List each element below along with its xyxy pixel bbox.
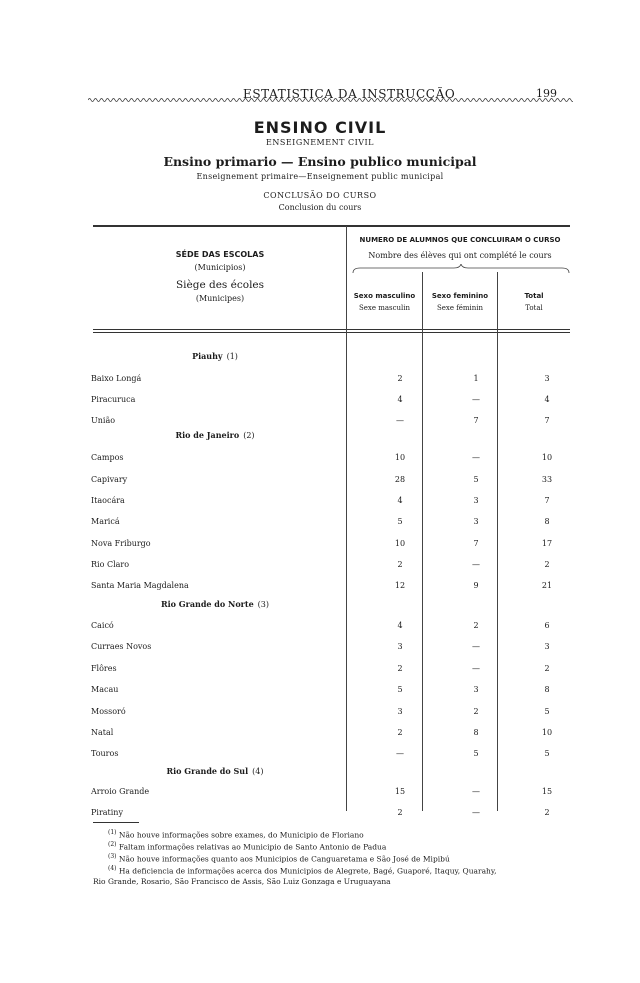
cell-male: 12 — [394, 581, 406, 590]
cell-total: 6 — [544, 621, 550, 630]
row-municipality: Maricá — [91, 517, 120, 526]
col-seat-pt: SÉDE DAS ESCOLAS — [175, 250, 265, 259]
row-municipality: Rio Claro — [91, 560, 130, 569]
page-number: 199 — [536, 87, 557, 100]
col-total-fr: Total — [525, 304, 543, 312]
section-title: CONCLUSÃO DO CURSO — [263, 191, 377, 200]
cell-male: 5 — [397, 685, 403, 694]
footnote-4: $^{(4)}$ Ha deficiencia de informações acerca dos Municipios de Alegrete, Bagé, Guaporé, Itaquy, Quarahy, — [108, 865, 497, 876]
cell-female: 3 — [473, 517, 479, 526]
col-total-pt: Total — [524, 292, 544, 300]
cell-female: 3 — [473, 685, 479, 694]
cell-total: 15 — [541, 787, 553, 796]
section-title-fr: Conclusion du cours — [278, 203, 362, 212]
row-municipality: Curraes Novos — [91, 642, 152, 651]
group-header-pt: NUMERO DE ALUMNOS QUE CONCLUIRAM O CURSO — [359, 236, 561, 244]
col-seat-fr-sub: (Municipes) — [195, 294, 245, 303]
column-divider-3 — [497, 272, 498, 811]
cell-female: — — [472, 787, 480, 796]
row-municipality: Piracuruca — [91, 395, 136, 404]
cell-male: 4 — [397, 621, 403, 630]
cell-female: — — [472, 395, 480, 404]
col-seat-pt-sub: (Municipios) — [194, 263, 246, 272]
cell-male: — — [396, 416, 404, 425]
row-municipality: Baixo Longá — [91, 374, 142, 383]
cell-male: 2 — [397, 560, 403, 569]
group-note: (1) — [226, 352, 238, 361]
cell-total: 4 — [544, 395, 550, 404]
cell-male: 2 — [397, 374, 403, 383]
table-header-rule-1 — [93, 329, 570, 330]
cell-female: 7 — [473, 539, 479, 548]
cell-female: 5 — [473, 475, 479, 484]
cell-female: — — [472, 808, 480, 817]
cell-male: 4 — [397, 395, 403, 404]
group-heading — [90, 430, 340, 440]
row-municipality: Touros — [91, 749, 119, 758]
cell-total: 5 — [544, 707, 550, 716]
cell-female: 2 — [473, 621, 479, 630]
running-header-title: ESTATISTICA DA INSTRUCÇÃO — [243, 87, 456, 101]
cell-total: 10 — [541, 453, 553, 462]
cell-female: — — [472, 642, 480, 651]
row-municipality: Piratiny — [91, 808, 123, 817]
cell-female: 2 — [473, 707, 479, 716]
cell-male: 2 — [397, 728, 403, 737]
row-municipality: Capivary — [91, 475, 128, 484]
group-name: Rio Grande do Norte — [160, 599, 254, 609]
cell-male: 28 — [394, 475, 406, 484]
cell-total: 10 — [541, 728, 553, 737]
cell-total: 8 — [544, 517, 550, 526]
footnote-rule — [93, 822, 139, 823]
cell-total: 33 — [541, 475, 553, 484]
cell-male: 2 — [397, 808, 403, 817]
group-heading — [90, 599, 340, 609]
row-municipality: Macau — [91, 685, 119, 694]
subtitle-fr: Enseignement primaire—Enseignement public municipal — [196, 172, 444, 181]
row-municipality: Mossoró — [91, 707, 126, 716]
row-municipality: Campos — [91, 453, 124, 462]
cell-male: 10 — [394, 453, 406, 462]
cell-male: 3 — [397, 642, 403, 651]
group-heading — [90, 351, 340, 361]
cell-female: — — [472, 560, 480, 569]
cell-female: 1 — [473, 374, 479, 383]
col-female-fr: Sexe féminin — [436, 304, 484, 312]
cell-male: 10 — [394, 539, 406, 548]
row-municipality: Natal — [91, 728, 114, 737]
column-divider-2 — [422, 272, 423, 811]
footnote-1: $^{(1)}$ Não houve informações sobre exames, do Municipio de Floriano — [108, 829, 364, 840]
title-ensino-civil: ENSINO CIVIL — [253, 118, 387, 137]
footnote-2: $^{(2)}$ Faltam informações relativas ao Municipio de Santo Antonio de Padua — [108, 841, 387, 852]
table-top-rule — [93, 225, 570, 227]
cell-female: 7 — [473, 416, 479, 425]
group-name: Rio de Janeiro — [175, 430, 240, 440]
cell-total: 3 — [544, 642, 550, 651]
cell-female: 9 — [473, 581, 479, 590]
cell-male: 2 — [397, 664, 403, 673]
cell-total: 7 — [544, 496, 550, 505]
cell-total: 5 — [544, 749, 550, 758]
row-municipality: Itaocára — [91, 496, 125, 505]
row-municipality: Flôres — [91, 664, 117, 673]
group-note: (2) — [243, 431, 255, 440]
cell-total: 21 — [541, 581, 553, 590]
row-municipality: Arroio Grande — [91, 787, 150, 796]
cell-total: 2 — [544, 808, 550, 817]
cell-female: 5 — [473, 749, 479, 758]
col-male-pt: Sexo masculino — [353, 292, 416, 300]
row-municipality: Nova Friburgo — [91, 539, 151, 548]
group-note: (3) — [257, 600, 270, 609]
cell-total: 3 — [544, 374, 550, 383]
cell-female: 8 — [473, 728, 479, 737]
group-header-fr: Nombre des élèves qui ont complété le cours — [368, 251, 552, 260]
cell-male: 3 — [397, 707, 403, 716]
cell-male: — — [396, 749, 404, 758]
cell-total: 7 — [544, 416, 550, 425]
group-heading — [90, 766, 340, 776]
group-name: Rio Grande do Sul — [166, 766, 249, 776]
cell-male: 5 — [397, 517, 403, 526]
column-divider-1 — [346, 226, 347, 811]
table-header-rule-2 — [93, 332, 570, 333]
row-municipality: Santa Maria Magdalena — [91, 581, 189, 590]
cell-total: 2 — [544, 560, 550, 569]
cell-male: 15 — [394, 787, 406, 796]
cell-female: — — [472, 453, 480, 462]
group-note: (4) — [252, 767, 264, 776]
row-municipality: União — [91, 416, 116, 425]
row-municipality: Caicó — [91, 621, 114, 630]
cell-female: 3 — [473, 496, 479, 505]
cell-male: 4 — [397, 496, 403, 505]
cell-total: 2 — [544, 664, 550, 673]
group-brace — [352, 264, 570, 274]
col-seat-fr: Siège des écoles — [175, 279, 265, 291]
col-male-fr: Sexe masculin — [358, 304, 411, 312]
group-name: Piauhy — [192, 351, 223, 361]
cell-female: — — [472, 664, 480, 673]
footnote-4-cont: Rio Grande, Rosario, São Francisco de Assis, São Luiz Gonzaga e Uruguayana — [93, 877, 391, 886]
wavy-rule — [88, 96, 573, 104]
footnote-3: $^{(3)}$ Não houve informações quanto aos Municipios de Canguaretama e São José de Mipibú — [108, 853, 450, 864]
col-female-pt: Sexo feminino — [431, 292, 489, 300]
cell-total: 17 — [541, 539, 553, 548]
cell-total: 8 — [544, 685, 550, 694]
title-ensino-civil-fr: ENSEIGNEMENT CIVIL — [266, 138, 374, 147]
subtitle: Ensino primario — Ensino publico municipal — [163, 154, 477, 169]
